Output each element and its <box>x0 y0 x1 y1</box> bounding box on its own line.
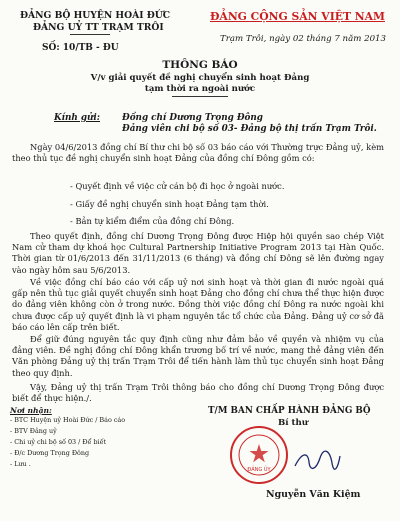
recipients-item: - BTV Đảng uỷ <box>10 427 57 435</box>
party-name-heading: ĐẢNG CỘNG SẢN VIỆT NAM <box>210 10 385 23</box>
recipients-item: - Đ/c Dương Trọng Đông <box>10 449 90 457</box>
signature-role: Bí thư <box>278 418 308 428</box>
recipient-label: Kính gửi: <box>54 113 100 123</box>
signature-title: T/M BAN CHẤP HÀNH ĐẢNG BỘ <box>208 406 371 416</box>
recipients-heading: Nơi nhận: <box>10 406 52 415</box>
seal-text: ĐẢNG ỦY <box>247 467 271 473</box>
list-item-decision: - Quyết định về việc cử cán bộ đi học ở ngoài nước. <box>70 181 285 191</box>
notice-title: THÔNG BÁO <box>162 59 238 71</box>
header-left-rule <box>70 34 110 35</box>
list-item-self-review: - Bản tự kiểm điểm của đồng chí Đông. <box>70 216 235 226</box>
handwritten-signature <box>292 448 342 474</box>
recipients-item: - Chi uỷ chi bộ số 03 / Để biết <box>10 438 107 446</box>
paragraph-closing: Vậy, Đảng uỷ thị trấn Trạm Trôi thông báo cho đồng chí Dương Trọng Đông được biết để thực hiện./. <box>12 382 384 404</box>
party-committee-subname: ĐẢNG UỶ TT TRẠM TRÔI <box>33 22 164 33</box>
official-seal <box>228 424 290 486</box>
title-rule <box>172 96 228 97</box>
paragraph-intro: Ngày 04/6/2013 đồng chí Bí thư chi bộ số 03 báo cáo với Thường trực Đảng uỷ, kèm theo thủ tục đề nghị chuyển sinh hoạt Đảng của đồng chí Đông gồm có: <box>12 142 384 164</box>
list-item-transfer-paper: - Giấy đề nghị chuyển sinh hoạt Đảng tạm thời. <box>70 199 269 209</box>
signer-name: Nguyễn Văn Kiệm <box>266 489 361 500</box>
notice-subject-line1: V/v giải quyết đề nghị chuyển sinh hoạt Đảng <box>90 73 310 83</box>
recipients-item: - Lưu . <box>10 460 31 468</box>
recipient-name: Đồng chí Dương Trọng Đông <box>122 113 263 123</box>
document-number: SỐ: 10/TB - ĐU <box>42 43 119 53</box>
party-committee-name: ĐẢNG BỘ HUYỆN HOÀI ĐỨC <box>20 10 171 21</box>
recipient-unit: Đảng viên chi bộ số 03- Đảng bộ thị trấn Trạm Trôi. <box>122 124 377 134</box>
place-date: Trạm Trôi, ngày 02 tháng 7 năm 2013 <box>220 34 386 44</box>
paragraph-suggestion: Để giữ đúng nguyên tắc quy định cũng như đảm bảo về quyền và nhiệm vụ của đảng viên. Đề nghị đồng chí Đông khẩn trương bố trí về nước, mang thẻ đảng viên đến Văn phòng Đảng uỷ thị trấn Trạm Trôi để tiến hành làm thủ tục chuyển sinh hoạt Đảng theo quy định. <box>12 334 384 378</box>
notice-subject-line2: tạm thời ra ngoài nước <box>144 84 256 94</box>
paragraph-violation: Về việc đồng chí báo cáo với cấp uỷ nơi sinh hoạt và thời gian đi nước ngoài quá gấp nên thủ tục giải quyết chuyển sinh hoạt Đảng cho đồng chí chưa thể thực hiện được do đảng viên không còn ở trong nước. Đồng thời việc đồng chí Đông ra nước ngoài khi chưa được cấp uỷ quyết định là vi phạm nguyên tắc tổ chức của Đảng. Đảng uỷ cơ sở đã báo cáo lên cấp trên biết. <box>12 277 384 332</box>
recipients-item: - BTC Huyện uỷ Hoài Đức / Báo cáo <box>10 416 126 424</box>
paragraph-program: Theo quyết định, đồng chí Dương Trọng Đông được Hiệp hội quyền sao chép Việt Nam cử tham dự khoá học Cultural Partnership Initiative Program 2013 tại Hàn Quốc. Thời gian từ 01/6/2013 đến 31/11/2013 (6 tháng) và đồng chí Đông sẽ lên đường ngay vào ngày hôm sau 5/6/2013. <box>12 231 384 275</box>
